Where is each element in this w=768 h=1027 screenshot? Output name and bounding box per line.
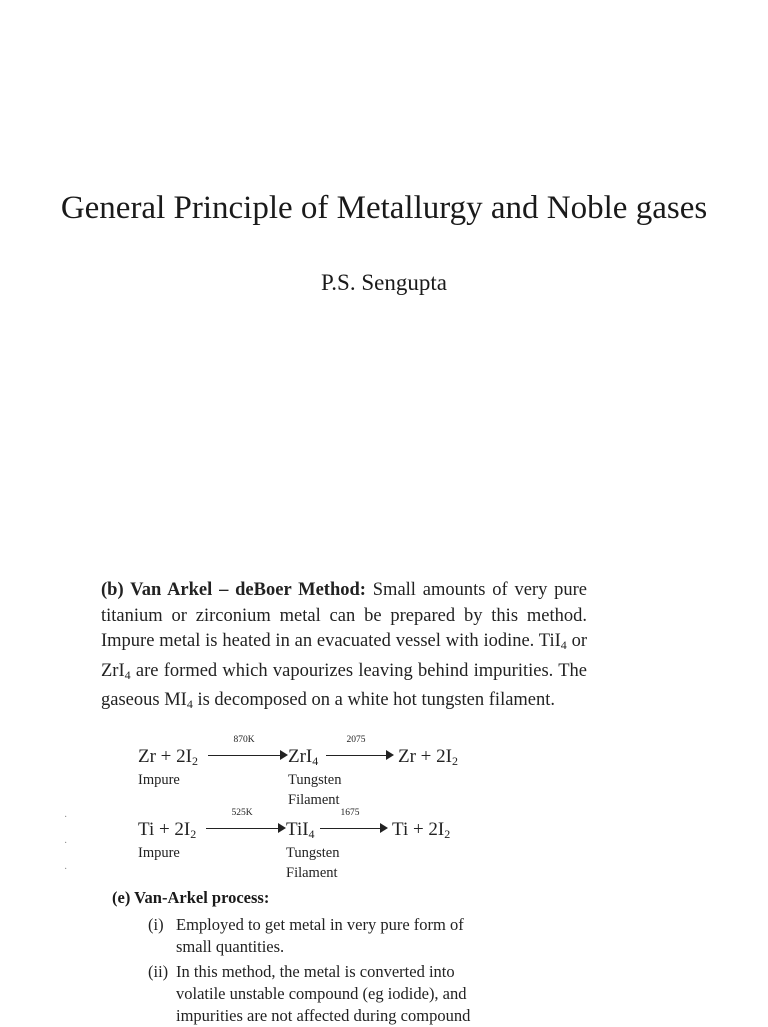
ti-product: $Ti + 2I_2$ (392, 819, 451, 841)
document-author: P.S. Sengupta (321, 270, 447, 295)
scan-speck: · (64, 864, 68, 875)
zr-arrow-2 (326, 735, 394, 758)
paragraph-text-2: or ZrI (101, 631, 587, 681)
zr-product: $Zr + 2I_2$ (398, 746, 458, 768)
subscript: 4 (186, 697, 193, 711)
ti-arrow-2 (320, 808, 388, 831)
subscript: 4 (124, 667, 131, 682)
paragraph-text-1: Small amounts of very pure titanium or zirconium metal can be prepared by this method. Impure metal is heated in an evacuated vessel with iodine. TiI (101, 580, 587, 651)
ti-arrow-1 (206, 808, 286, 831)
paragraph-text-3: are formed which vapourizes leaving behind impurities. The gaseous MI (101, 660, 587, 710)
ti-intermediate: TiI$_4$ (286, 819, 315, 841)
zr-arrow-1-condition: 870K (233, 735, 255, 745)
document-title: General Principle of Metallurgy and Noble gases (60, 190, 708, 226)
ti-label-impure: Impure (138, 845, 180, 861)
ti-arrow-1-condition: 525K (231, 808, 253, 818)
ti-reactant: $Ti + 2I_2$ (138, 819, 197, 841)
list-item-text: Employed to get metal in very pure form of small quantities. (176, 915, 464, 956)
zr-label-filament: Filament (288, 792, 340, 808)
zr-reactant: $Zr + 2I_2$ (138, 746, 198, 768)
scan-speck: · (64, 812, 68, 823)
scan-speck: · (64, 838, 68, 849)
paragraph-text-4: is decomposed on a white hot tungsten filament. (192, 690, 556, 710)
ti-arrow-2-condition: 1675 (340, 808, 360, 818)
section-e-heading: (e) Van-Arkel process: (112, 888, 270, 907)
zr-intermediate: ZrI$_4$ (288, 746, 319, 768)
list-item-number: (ii) (148, 962, 169, 981)
list-item (148, 961, 498, 1027)
van-arkel-deboer-paragraph (101, 578, 587, 718)
ti-label-filament: Filament (286, 865, 338, 881)
ti-label-tungsten: Tungsten (286, 845, 340, 861)
zr-arrow-2-condition: 2075 (346, 735, 366, 745)
list-item (148, 914, 498, 958)
zr-arrow-1 (208, 735, 288, 758)
zr-label-impure: Impure (138, 772, 180, 788)
subscript: 4 (560, 638, 567, 652)
section-b-heading: (b) Van Arkel – deBoer Method: (101, 580, 366, 600)
list-item-number: (i) (148, 915, 164, 934)
zr-label-tungsten: Tungsten (288, 772, 342, 788)
list-item-text: In this method, the metal is converted into volatile unstable compound (eg iodide), and impurities are not affected during compound (176, 962, 471, 1025)
